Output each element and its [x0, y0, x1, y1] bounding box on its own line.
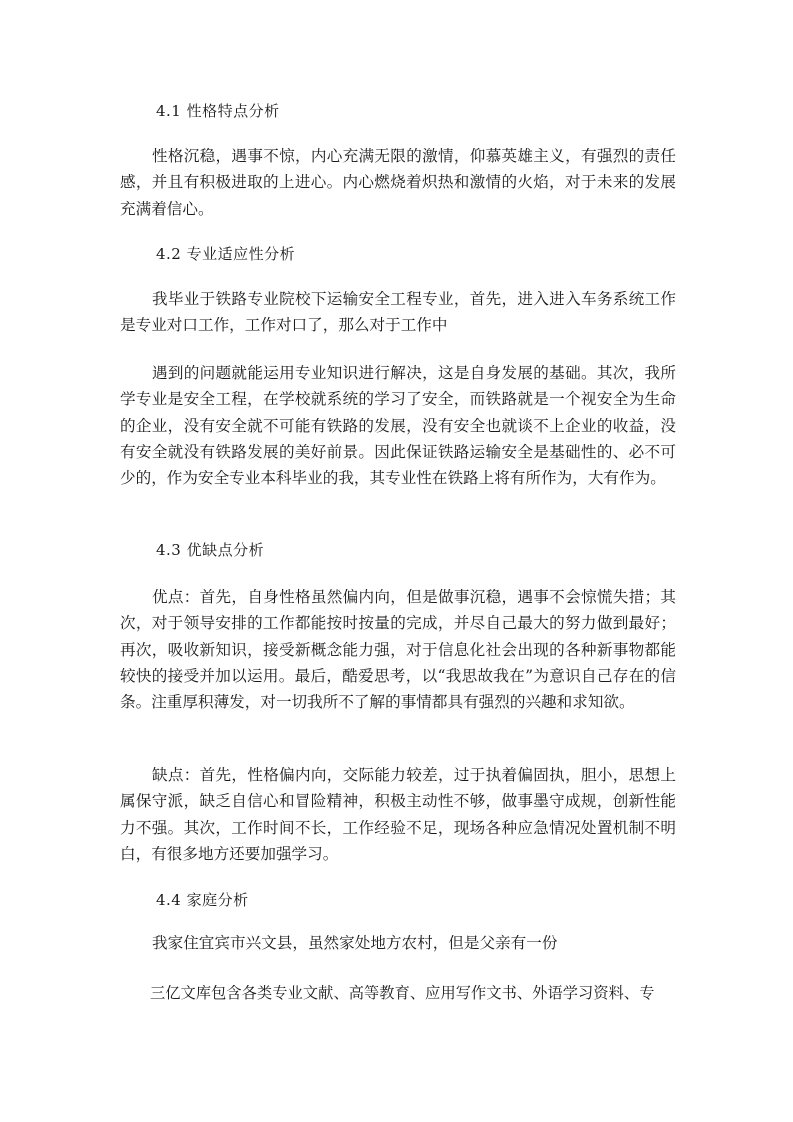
section-heading-4-3: 4.3 优缺点分析 — [156, 541, 265, 559]
paragraph-family: 我家住宜宾市兴文县，虽然家处地方农村，但是父亲有一份 — [152, 934, 558, 952]
paragraph-major-fit-2: 遇到的问题就能运用专业知识进行解决，这是自身发展的基础。其次，我所学专业是安全工程，在学校就系统的学习了安全，而铁路就是一个视安全为生命的企业，没有安全就不可能有铁路的发展，没有安全也就谈不上企业的收益，没有安全就没有铁路发展的美好前景。因此保证铁路运输安全是基础性的、必不可少的，作为安全专业本科毕业的我，其专业性在铁路上将有所作为，大有作为。 — [120, 364, 676, 488]
paragraph-personality: 性格沉稳，遇事不惊，内心充满无限的激情，仰慕英雄主义，有强烈的责任感，并且有积极进取的上进心。内心燃烧着炽热和激情的火焰，对于未来的发展充满着信心。 — [120, 147, 676, 218]
paragraph-major-fit-1: 我毕业于铁路专业院校下运输安全工程专业，首先，进入进入车务系统工作是专业对口工作，工作对口了，那么对于工作中 — [120, 290, 676, 335]
section-heading-4-1: 4.1 性格特点分析 — [156, 102, 280, 120]
paragraph-weaknesses: 缺点：首先，性格偏内向，交际能力较差，过于执着偏固执，胆小，思想上属保守派，缺乏自信心和冒险精神，积极主动性不够，做事墨守成规，创新性能力不强。其次，工作时间不长，工作经验不足，现场各种应急情况处置机制不明白，有很多地方还要加强学习。 — [120, 766, 676, 863]
paragraph-strengths: 优点：首先，自身性格虽然偏内向，但是做事沉稳，遇事不会惊慌失措；其次，对于领导安排的工作都能按时按量的完成，并尽自己最大的努力做到最好；再次，吸收新知识，接受新概念能力强，对于信息化社会出现的各种新事物都能较快的接受并加以运用。最后，酷爱思考，以“我思故我在”为意识自己存在的信条。注重厚积薄发，对一切我所不了解的事情都具有强烈的兴趣和求知欲。 — [120, 588, 676, 712]
section-heading-4-2: 4.2 专业适应性分析 — [156, 245, 296, 263]
section-heading-4-4: 4.4 家庭分析 — [156, 891, 249, 909]
footer-library-note: 三亿文库包含各类专业文献、高等教育、应用写作文书、外语学习资料、专 — [150, 984, 655, 1002]
